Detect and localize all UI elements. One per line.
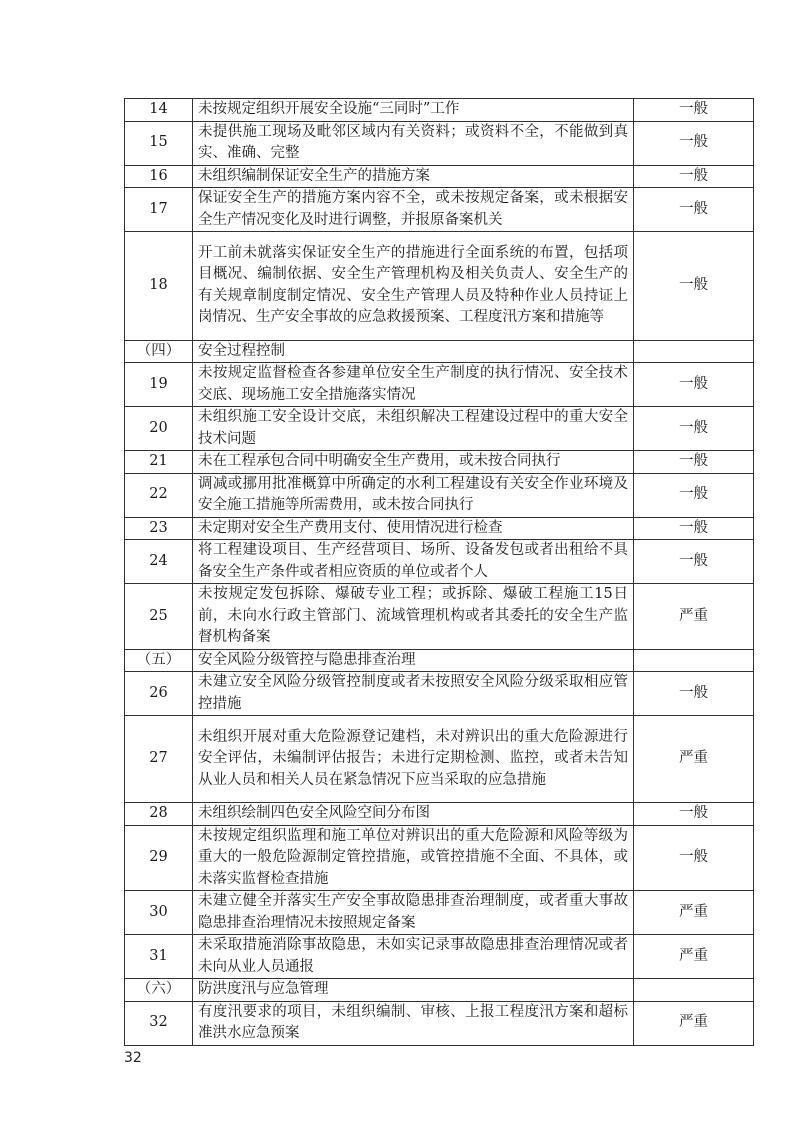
violation-description: 未组织施工安全设计交底，未组织解决工程建设过程中的重大安全技术问题 bbox=[193, 407, 634, 451]
severity-level: 一般 bbox=[634, 407, 754, 451]
section-title: 防洪度汛与应急管理 bbox=[193, 979, 634, 1002]
table-row bbox=[125, 165, 754, 188]
item-number: 26 bbox=[125, 672, 193, 716]
severity-level: 严重 bbox=[634, 1001, 754, 1045]
violation-description: 未定期对安全生产费用支付、使用情况进行检查 bbox=[193, 517, 634, 540]
table-row bbox=[125, 407, 754, 451]
violation-description: 未组织编制保证安全生产的措施方案 bbox=[193, 165, 634, 188]
severity-level: 严重 bbox=[634, 891, 754, 935]
severity-level bbox=[634, 340, 754, 363]
severity-level: 一般 bbox=[634, 99, 754, 122]
item-number: 18 bbox=[125, 232, 193, 341]
severity-level: 一般 bbox=[634, 672, 754, 716]
violation-description: 有度汛要求的项目，未组织编制、审核、上报工程度汛方案和超标准洪水应急预案 bbox=[193, 1001, 634, 1045]
severity-level: 一般 bbox=[634, 540, 754, 584]
severity-level: 一般 bbox=[634, 473, 754, 517]
section-title: 安全风险分级管控与隐患排查治理 bbox=[193, 649, 634, 672]
item-number: 24 bbox=[125, 540, 193, 584]
violation-description: 未建立安全风险分级管控制度或者未按照安全风险分级采取相应管控措施 bbox=[193, 672, 634, 716]
violation-description: 未组织开展对重大危险源登记建档，未对辨识出的重大危险源进行安全评估，未编制评估报告；未进行定期检测、监控，或者未告知从业人员和相关人员在紧急情况下应当采取的应急措施 bbox=[193, 716, 634, 803]
item-number: 30 bbox=[125, 891, 193, 935]
severity-level: 严重 bbox=[634, 935, 754, 979]
violation-description: 未按规定发包拆除、爆破专业工程；或拆除、爆破工程施工15日前，未向水行政主管部门、流域管理机构或者其委托的安全生产监督机构备案 bbox=[193, 584, 634, 650]
severity-level: 严重 bbox=[634, 716, 754, 803]
violation-table bbox=[124, 98, 754, 1046]
table-row bbox=[125, 1001, 754, 1045]
table-row bbox=[125, 891, 754, 935]
item-number: 15 bbox=[125, 121, 193, 165]
table-row bbox=[125, 803, 754, 826]
severity-level: 一般 bbox=[634, 165, 754, 188]
item-number: 17 bbox=[125, 188, 193, 232]
item-number: 23 bbox=[125, 517, 193, 540]
item-number: 27 bbox=[125, 716, 193, 803]
severity-level: 一般 bbox=[634, 121, 754, 165]
table-row bbox=[125, 716, 754, 803]
item-number: 29 bbox=[125, 825, 193, 891]
table-row bbox=[125, 825, 754, 891]
table-row bbox=[125, 935, 754, 979]
violation-description: 未组织绘制四色安全风险空间分布图 bbox=[193, 803, 634, 826]
table-row bbox=[125, 517, 754, 540]
item-number: 22 bbox=[125, 473, 193, 517]
violation-description: 保证安全生产的措施方案内容不全，或未按规定备案，或未根据安全生产情况变化及时进行调整，并报原备案机关 bbox=[193, 188, 634, 232]
item-number: 20 bbox=[125, 407, 193, 451]
table-row bbox=[125, 672, 754, 716]
table-row bbox=[125, 451, 754, 474]
violation-description: 未按规定组织监理和施工单位对辨识出的重大危险源和风险等级为重大的一般危险源制定管控措施，或管控措施不全面、不具体，或未落实监督检查措施 bbox=[193, 825, 634, 891]
severity-level: 一般 bbox=[634, 451, 754, 474]
table-row bbox=[125, 232, 754, 341]
item-number: 21 bbox=[125, 451, 193, 474]
severity-level: 一般 bbox=[634, 363, 754, 407]
severity-level: 一般 bbox=[634, 517, 754, 540]
violation-description: 开工前未就落实保证安全生产的措施进行全面系统的布置，包括项目概况、编制依据、安全生产管理机构及相关负责人、安全生产的有关规章制度制定情况、安全生产管理人员及特种作业人员持证上岗情况、生产安全事故的应急救援预案、工程度汛方案和措施等 bbox=[193, 232, 634, 341]
section-number: （四） bbox=[125, 340, 193, 363]
violation-description: 未建立健全并落实生产安全事故隐患排查治理制度，或者重大事故隐患排查治理情况未按照规定备案 bbox=[193, 891, 634, 935]
severity-level bbox=[634, 649, 754, 672]
table-row bbox=[125, 584, 754, 650]
section-row bbox=[125, 340, 754, 363]
item-number: 19 bbox=[125, 363, 193, 407]
severity-level bbox=[634, 979, 754, 1002]
severity-level: 一般 bbox=[634, 803, 754, 826]
section-number: （六） bbox=[125, 979, 193, 1002]
violation-table-body bbox=[125, 99, 754, 1046]
violation-description: 调减或挪用批准概算中所确定的水利工程建设有关安全作业环境及安全施工措施等所需费用，或未按合同执行 bbox=[193, 473, 634, 517]
section-number: （五） bbox=[125, 649, 193, 672]
item-number: 25 bbox=[125, 584, 193, 650]
item-number: 32 bbox=[125, 1001, 193, 1045]
item-number: 14 bbox=[125, 99, 193, 122]
table-row bbox=[125, 473, 754, 517]
item-number: 28 bbox=[125, 803, 193, 826]
item-number: 16 bbox=[125, 165, 193, 188]
violation-description: 将工程建设项目、生产经营项目、场所、设备发包或者出租给不具备安全生产条件或者相应资质的单位或者个人 bbox=[193, 540, 634, 584]
item-number: 31 bbox=[125, 935, 193, 979]
violation-description: 未采取措施消除事故隐患，未如实记录事故隐患排查治理情况或者未向从业人员通报 bbox=[193, 935, 634, 979]
table-row bbox=[125, 363, 754, 407]
severity-level: 一般 bbox=[634, 188, 754, 232]
table-row bbox=[125, 99, 754, 122]
page-number: 32 bbox=[124, 1050, 142, 1066]
severity-level: 一般 bbox=[634, 825, 754, 891]
table-row bbox=[125, 188, 754, 232]
severity-level: 一般 bbox=[634, 232, 754, 341]
violation-description: 未按规定组织开展安全设施“三同时”工作 bbox=[193, 99, 634, 122]
table-row bbox=[125, 121, 754, 165]
section-title: 安全过程控制 bbox=[193, 340, 634, 363]
section-row bbox=[125, 979, 754, 1002]
violation-description: 未提供施工现场及毗邻区域内有关资料；或资料不全，不能做到真实、准确、完整 bbox=[193, 121, 634, 165]
severity-level: 严重 bbox=[634, 584, 754, 650]
violation-description: 未按规定监督检查各参建单位安全生产制度的执行情况、安全技术交底、现场施工安全措施落实情况 bbox=[193, 363, 634, 407]
section-row bbox=[125, 649, 754, 672]
violation-description: 未在工程承包合同中明确安全生产费用，或未按合同执行 bbox=[193, 451, 634, 474]
table-row bbox=[125, 540, 754, 584]
